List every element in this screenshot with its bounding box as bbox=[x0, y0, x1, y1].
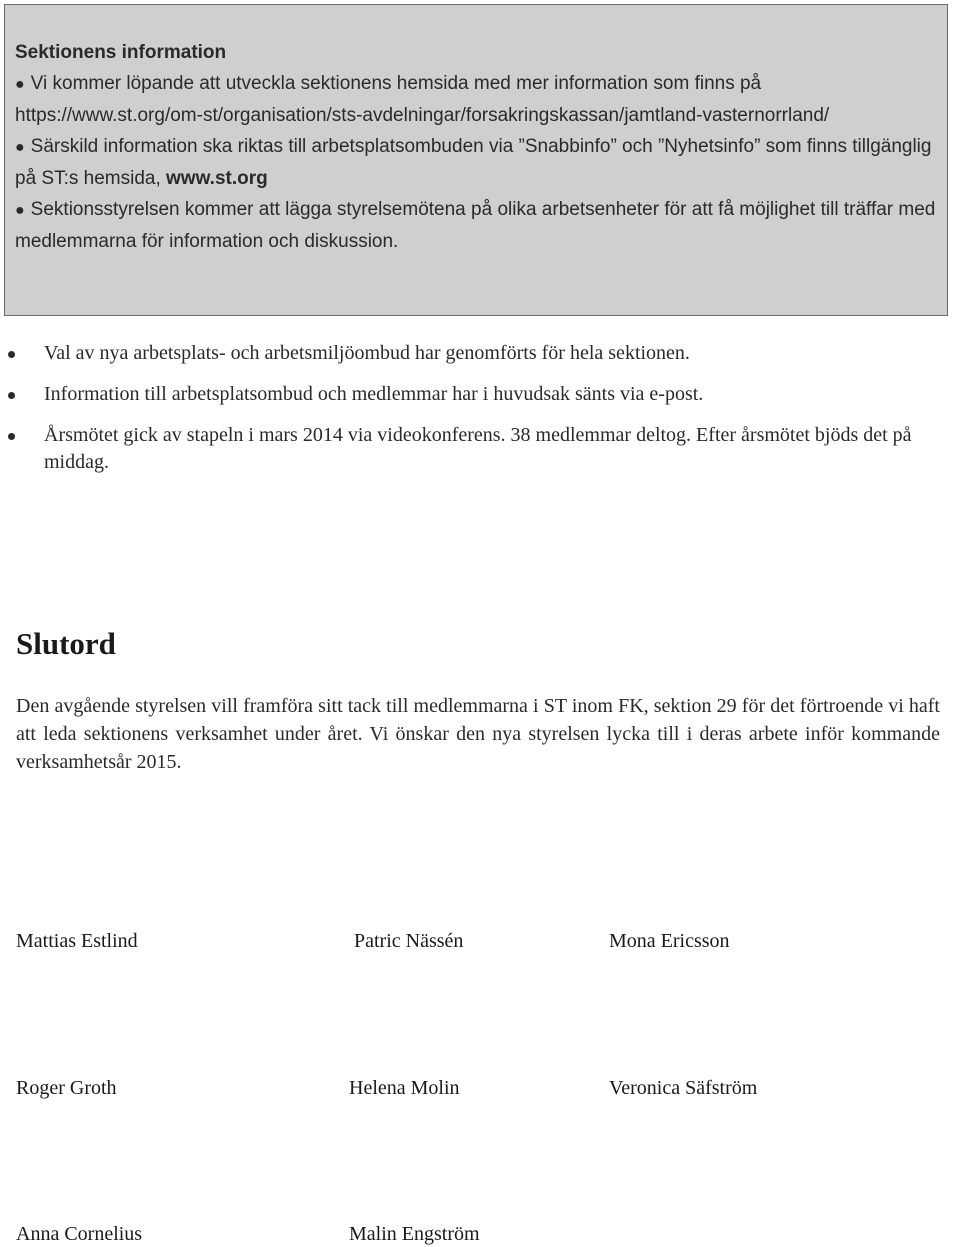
info-item-meetings-text: Sektionsstyrelsen kommer att lägga styrelsemötena på olika arbetsenheter för att få möjlighet till träffar med medlemmarna för information och diskussion. bbox=[15, 199, 936, 252]
info-item-website bbox=[15, 68, 937, 131]
bullet-icon: ● bbox=[15, 202, 25, 219]
info-item-snabbinfo bbox=[15, 131, 937, 194]
list-item bbox=[0, 422, 960, 476]
closing-heading: Slutord bbox=[16, 626, 116, 661]
bullet-icon: ● bbox=[15, 76, 25, 93]
section-info-box bbox=[4, 4, 948, 316]
signature-name: Helena Molin bbox=[349, 1077, 460, 1099]
signature-name: Mattias Estlind bbox=[16, 930, 138, 952]
info-item-website-text: Vi kommer löpande att utveckla sektionens hemsida med mer information som finns på https://www.st.org/om-st/organisation/sts-avdelningar/forsakringskassan/jamtland-vasternorrland/ bbox=[15, 73, 830, 126]
bullet-icon bbox=[8, 433, 15, 440]
list-item bbox=[0, 381, 960, 408]
st-website-link[interactable]: www.st.org bbox=[166, 168, 268, 189]
info-item-snabbinfo-text: Särskild information ska riktas till arbetsplatsombuden via ”Snabbinfo” och ”Nyhetsinfo” som finns tillgänglig på ST:s hemsida, bbox=[15, 136, 932, 189]
signature-name: Mona Ericsson bbox=[609, 930, 730, 952]
info-box-title: Sektionens information bbox=[15, 42, 227, 63]
list-item-text: Val av nya arbetsplats- och arbetsmiljöombud har genomförts för hela sektionen. bbox=[44, 342, 690, 364]
bullet-icon bbox=[8, 392, 15, 399]
info-item-meetings bbox=[15, 194, 937, 257]
signature-name: Roger Groth bbox=[16, 1077, 117, 1099]
list-item-text: Information till arbetsplatsombud och medlemmar har i huvudsak sänts via e-post. bbox=[44, 383, 704, 405]
signature-name: Patric Nässén bbox=[354, 930, 464, 952]
bullet-icon bbox=[8, 351, 15, 358]
bullet-icon: ● bbox=[15, 139, 25, 156]
list-item-text: Årsmötet gick av stapeln i mars 2014 via videokonferens. 38 medlemmar deltog. Efter årsmötet bjöds det på middag. bbox=[44, 424, 912, 473]
signature-name: Veronica Säfström bbox=[609, 1077, 758, 1099]
signature-name: Anna Cornelius bbox=[16, 1223, 143, 1245]
closing-paragraph: Den avgående styrelsen vill framföra sitt tack till medlemmarna i ST inom FK, sektion 29 för det förtroende vi haft att leda sektionens verksamhet under året. Vi önskar den nya styrelsen lycka till i deras arbete inför kommande verksamhetsår 2015. bbox=[16, 695, 940, 773]
list-item bbox=[0, 340, 960, 367]
signature-name: Malin Engström bbox=[349, 1223, 480, 1245]
activity-bullet-list bbox=[0, 340, 960, 490]
